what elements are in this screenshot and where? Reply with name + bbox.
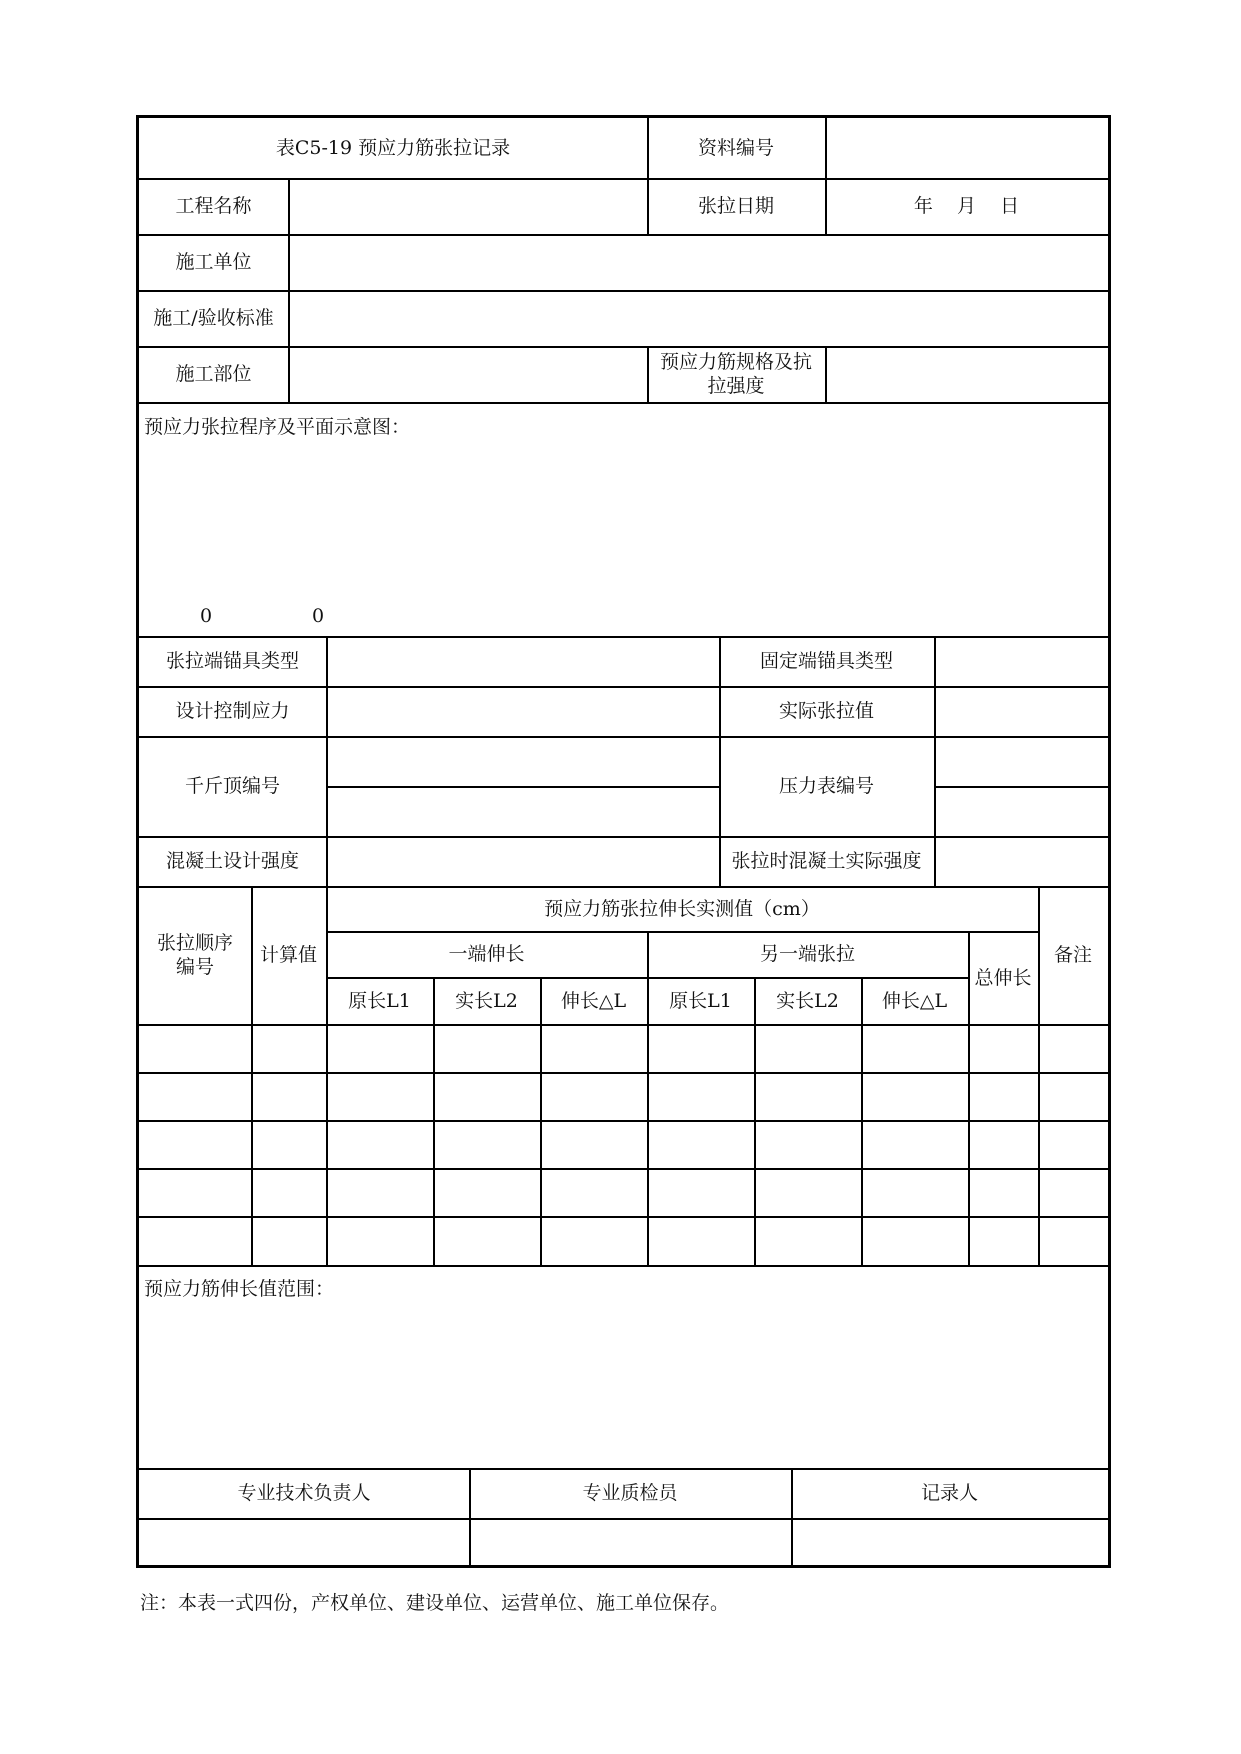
measured-elongation-header: 预应力筋张拉伸长实测值（cm） — [544, 897, 820, 920]
concrete-actual-strength-label: 张拉时混凝土实际强度 — [731, 850, 922, 872]
prestress-tension-record-form — [136, 115, 1111, 1568]
design-control-stress-field[interactable] — [326, 686, 719, 736]
rule — [139, 1072, 1108, 1074]
elongation-delta-header: 伸长△L — [560, 989, 627, 1012]
tension-date-field[interactable]: 年 月 日 — [913, 195, 1020, 217]
sketch-value-b: 0 — [312, 605, 325, 627]
fixed-anchor-type-label: 固定端锚具类型 — [759, 650, 893, 672]
tension-procedure-sketch-label: 预应力张拉程序及平面示意图： — [144, 416, 411, 438]
concrete-design-strength-label: 混凝土设计强度 — [165, 850, 299, 872]
tension-anchor-type-field[interactable] — [326, 636, 719, 686]
contractor-label: 施工单位 — [175, 251, 252, 273]
spec-strength-label-line1: 预应力筋规格及抗 — [659, 351, 812, 373]
doc-number-label: 资料编号 — [697, 137, 774, 159]
original-length-header: 原长L1 — [348, 989, 411, 1012]
tension-anchor-type-label: 张拉端锚具类型 — [165, 650, 299, 672]
spec-strength-label-line2: 拉强度 — [707, 375, 765, 397]
form-title: 表C5-19 预应力筋张拉记录 — [275, 137, 511, 159]
design-control-stress-label: 设计控制应力 — [175, 700, 290, 722]
contractor-field[interactable] — [288, 234, 1108, 290]
total-elongation-header: 总伸长 — [974, 966, 1032, 989]
rule — [139, 1120, 1108, 1122]
tension-date-label: 张拉日期 — [697, 195, 774, 217]
original-length-header-2: 原长L1 — [669, 989, 732, 1012]
actual-tension-value-label: 实际张拉值 — [778, 700, 874, 722]
jack-number-field-2[interactable] — [326, 786, 719, 836]
rule — [139, 1265, 1108, 1267]
location-label: 施工部位 — [175, 363, 252, 385]
rule — [139, 1168, 1108, 1170]
project-name-field[interactable] — [288, 178, 647, 234]
tension-sequence-number-header — [139, 886, 251, 1024]
remark-header: 备注 — [1053, 944, 1092, 966]
doc-number-field[interactable] — [825, 118, 1108, 178]
concrete-actual-strength-field[interactable] — [934, 836, 1108, 886]
other-end-tension-header: 另一端张拉 — [759, 943, 855, 965]
jack-number-field-1[interactable] — [326, 736, 719, 786]
rule — [139, 1216, 1108, 1218]
standard-field[interactable] — [288, 290, 1108, 346]
jack-number-label: 千斤顶编号 — [184, 775, 280, 797]
concrete-design-strength-field[interactable] — [326, 836, 719, 886]
fixed-anchor-type-field[interactable] — [934, 636, 1108, 686]
tension-sequence-header-line2: 编号 — [175, 956, 214, 978]
location-field[interactable] — [288, 346, 647, 402]
sketch-value-a: 0 — [200, 605, 213, 627]
quality-inspector-signature-field[interactable] — [469, 1518, 791, 1565]
spec-strength-field[interactable] — [825, 346, 1108, 402]
pressure-gauge-number-field-2[interactable] — [934, 786, 1108, 836]
standard-label: 施工/验收标准 — [153, 307, 274, 329]
rule — [139, 1024, 1108, 1026]
spec-strength-label — [647, 346, 825, 402]
tech-lead-label: 专业技术负责人 — [237, 1482, 371, 1504]
actual-length-header-2: 实长L2 — [776, 989, 839, 1012]
actual-tension-value-field[interactable] — [934, 686, 1108, 736]
one-end-elongation-header: 一端伸长 — [448, 943, 525, 965]
elongation-delta-header-2: 伸长△L — [881, 989, 948, 1012]
calculated-value-header: 计算值 — [259, 944, 317, 966]
recorder-signature-field[interactable] — [791, 1518, 1108, 1565]
pressure-gauge-number-label: 压力表编号 — [778, 775, 874, 797]
quality-inspector-label: 专业质检员 — [582, 1482, 678, 1504]
elongation-range-label: 预应力筋伸长值范围： — [144, 1278, 335, 1300]
recorder-label: 记录人 — [920, 1482, 978, 1504]
rule — [139, 402, 1108, 404]
tech-lead-signature-field[interactable] — [139, 1518, 469, 1565]
footnote: 注：本表一式四份，产权单位、建设单位、运营单位、施工单位保存。 — [140, 1592, 730, 1614]
actual-length-header: 实长L2 — [455, 989, 518, 1012]
project-name-label: 工程名称 — [175, 195, 252, 217]
pressure-gauge-number-field-1[interactable] — [934, 736, 1108, 786]
tension-sequence-header-line1: 张拉顺序 — [156, 932, 233, 954]
